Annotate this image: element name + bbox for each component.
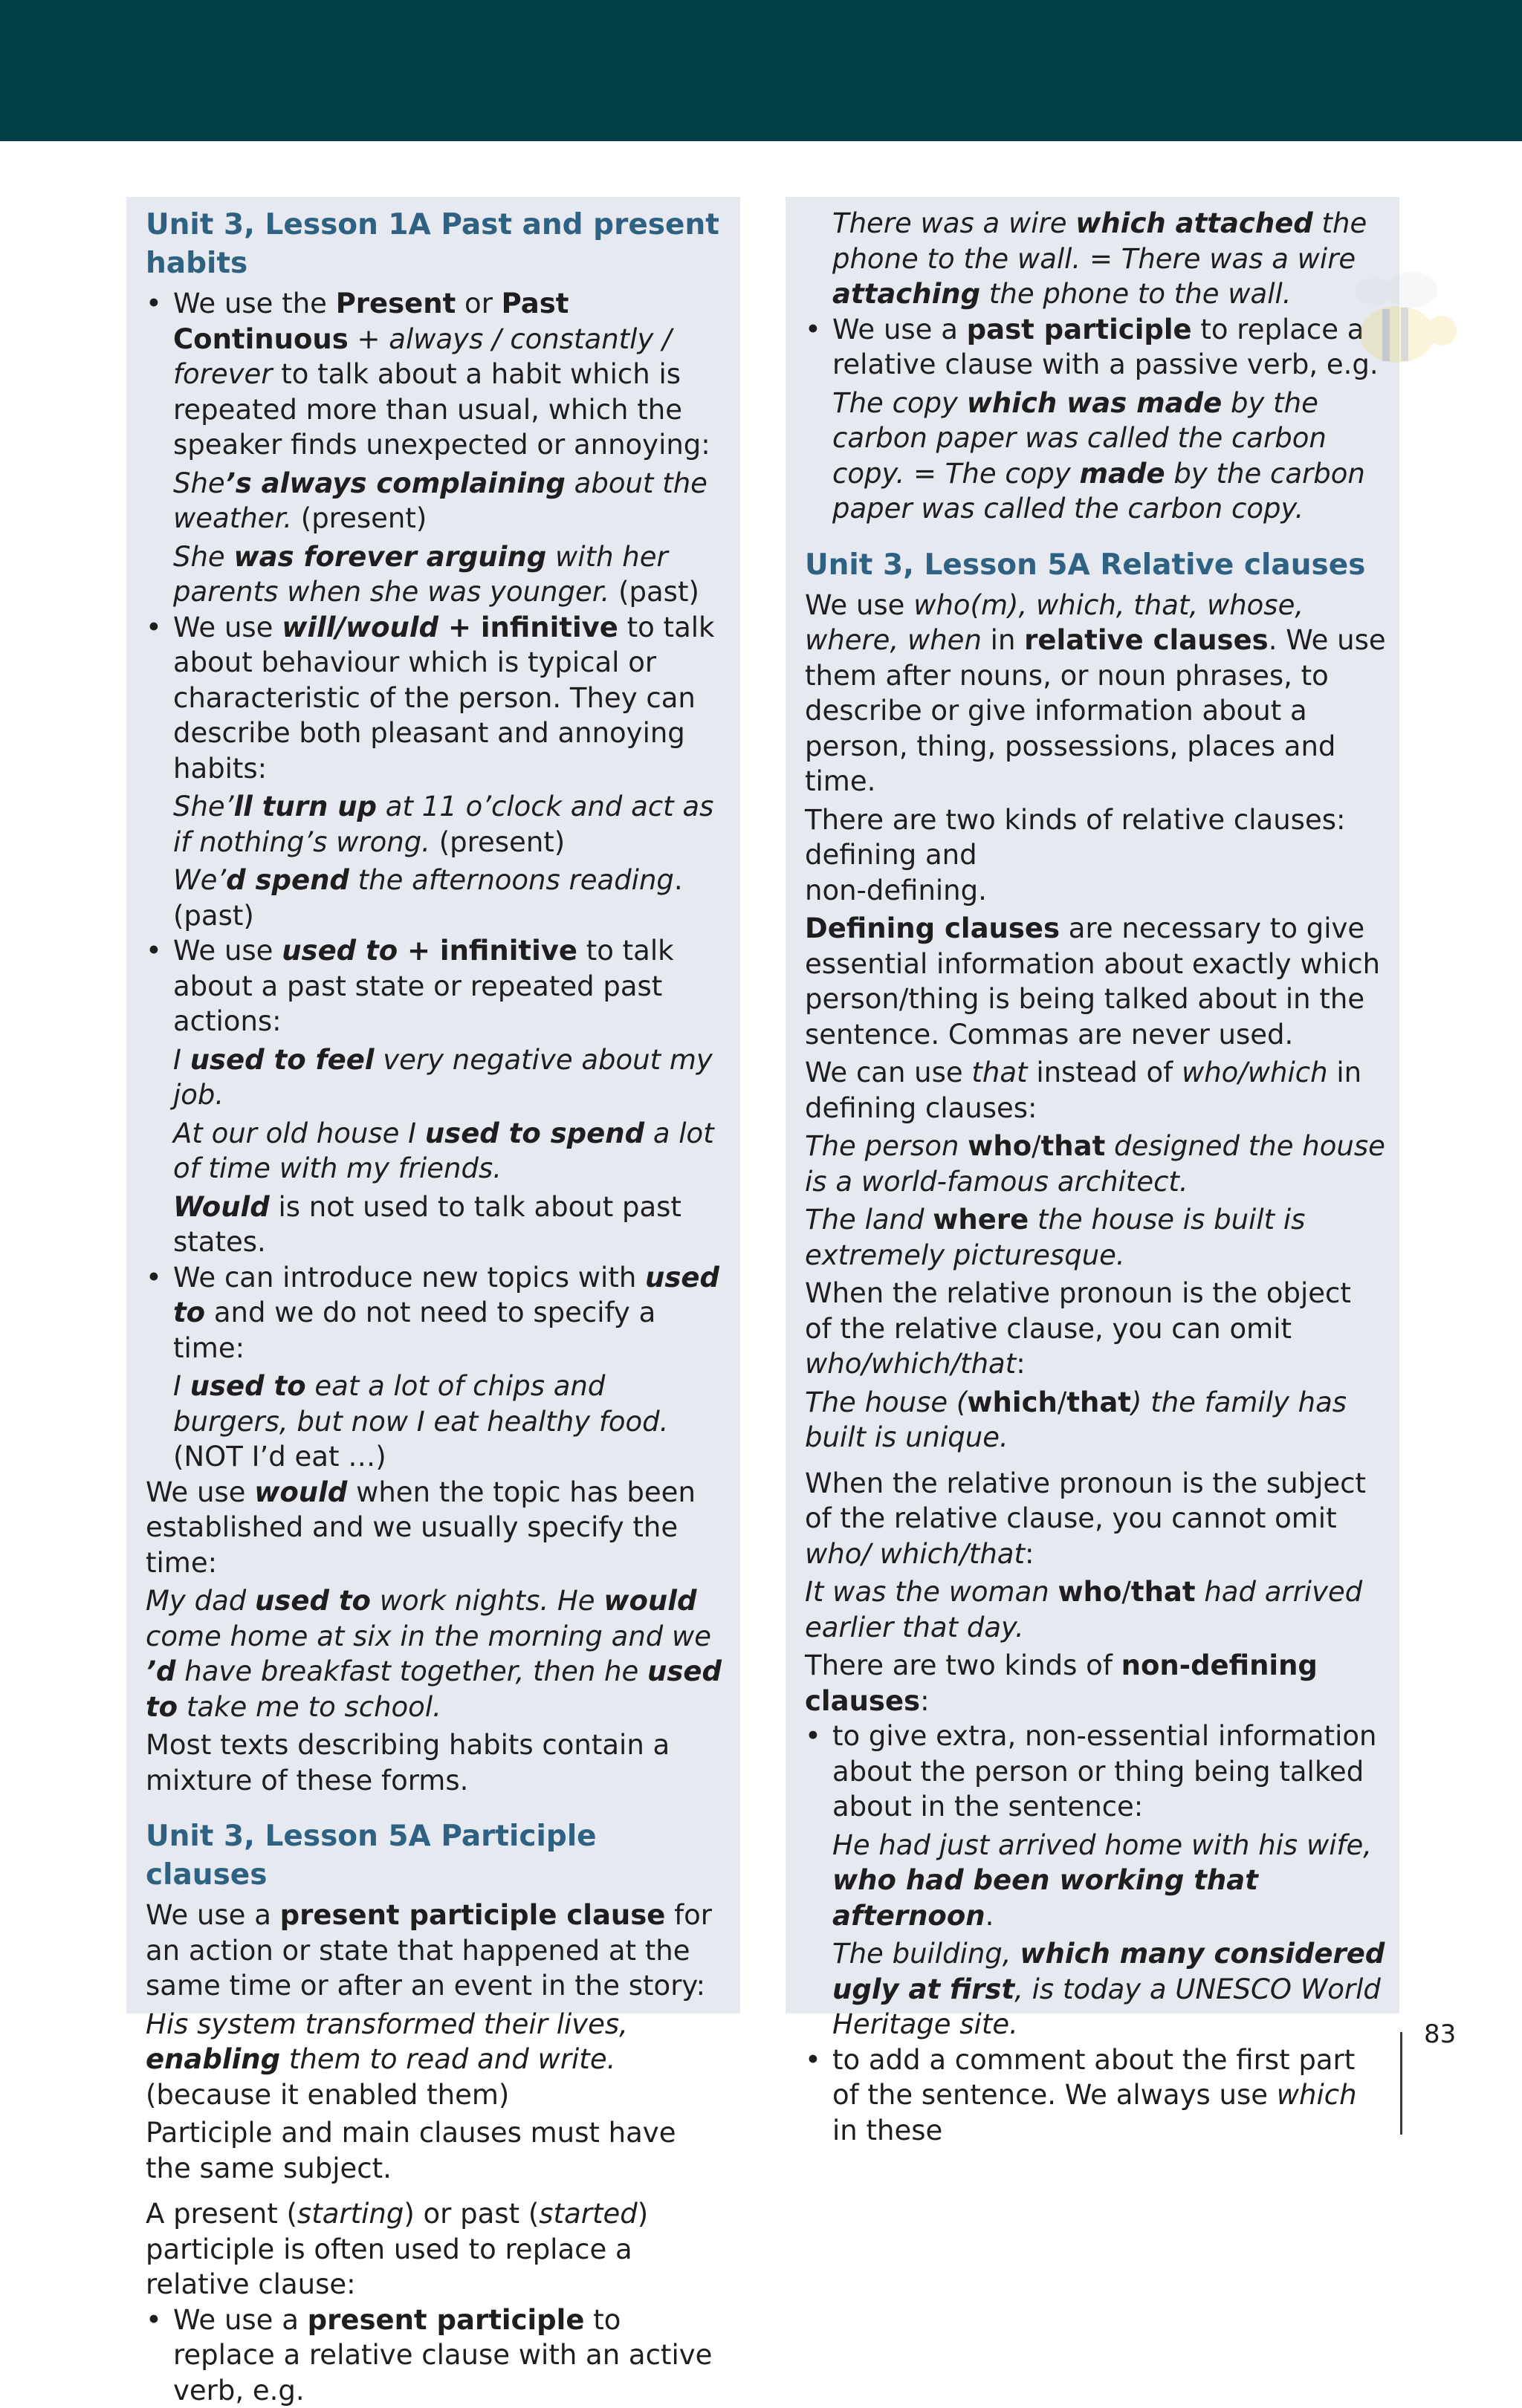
page-number: 83 — [1424, 2019, 1456, 2049]
left-grammar-panel — [126, 197, 740, 2013]
example-sentence: The person who/that designed the house is a world-famous architect. — [805, 1129, 1386, 1199]
paragraph-would-usage: We use would when the topic has been established and we usually specify the time: — [146, 1475, 727, 1581]
bullet-present-past-continuous: • We use the Present or Past Continuous + always / constantly / forever to talk about a habit which is repeated more than usual, which the speaker finds unexpected or annoying: She’s always complaining about the weather. (present) She was forever arguing with her parents when she was younger. (past) — [146, 286, 727, 610]
example-sentence: I used to eat a lot of chips and burgers, but now I eat healthy food. (NOT I’d eat …) — [173, 1369, 727, 1475]
example-sentence: We’d spend the afternoons reading. (past) — [173, 863, 727, 933]
paragraph-object-pronoun: When the relative pronoun is the object of the relative clause, you can omit who/which/that: — [805, 1276, 1386, 1382]
paragraph-present-participle: We use a present participle clause for an action or state that happened at the same time or after an event in the story: — [146, 1898, 727, 2004]
bullet-add-comment: • to add a comment about the first part of the sentence. We always use which in these — [805, 2042, 1386, 2149]
bullet-used-to-infinitive: • We use used to + infinitive to talk about a past state or repeated past actions: I used to feel very negative about my job. At our old house I used to spend a lot of time with my friends. Would is not used to talk about past states. — [146, 933, 727, 1260]
bullet-icon: • — [146, 1260, 162, 1296]
example-sentence: The land where the house is built is extremely picturesque. — [805, 1202, 1386, 1273]
bullet-icon: • — [146, 286, 162, 322]
kinds-line-non-defining: non-defining. — [805, 873, 1386, 909]
example-sentence: I used to feel very negative about my job. — [173, 1042, 727, 1113]
bee-watermark-icon — [1330, 260, 1486, 394]
example-sentence: She’s always complaining about the weather. (present) — [173, 466, 727, 536]
section-heading-participle-clauses: Unit 3, Lesson 5A Participle clauses — [146, 1817, 727, 1895]
section-heading-relative-clauses: Unit 3, Lesson 5A Relative clauses — [805, 546, 1386, 585]
example-sentence: The building, which many considered ugly at first, is today a UNESCO World Heritage site. — [832, 1936, 1386, 2042]
example-sentence: His system transformed their lives, enabling them to read and write. (because it enabled them) — [146, 2007, 727, 2113]
example-sentence: He had just arrived home with his wife, who had been working that afternoon. — [832, 1828, 1386, 1934]
bullet-icon: • — [146, 2302, 162, 2338]
kinds-line-defining: defining and — [805, 837, 1386, 873]
bullet-will-would-infinitive: • We use will/would + infinitive to talk about behaviour which is typical or characteristic of the person. They can describe both pleasant and annoying habits: She’ll turn up at 11 o’clock and act as if nothing’s wrong. (present) We’d spend the afternoons reading. (past) — [146, 610, 727, 934]
right-grammar-panel — [786, 197, 1399, 2013]
paragraph-relative-pronouns: We use who(m), which, that, whose, where, when in relative clauses. We use them after nouns, or noun phrases, to describe or give information about a person, thing, possessions, places and time. — [805, 588, 1386, 799]
bullet-icon: • — [146, 933, 162, 969]
paragraph-same-subject: Participle and main clauses must have the same subject. — [146, 2115, 727, 2186]
example-sentence: At our old house I used to spend a lot of time with my friends. — [173, 1116, 727, 1187]
bullet-icon: • — [805, 312, 821, 348]
section-heading-past-present-habits: Unit 3, Lesson 1A Past and present habits — [146, 206, 727, 283]
paragraph-mixture: Most texts describing habits contain a mixture of these forms. — [146, 1727, 727, 1798]
paragraph-subject-pronoun: When the relative pronoun is the subject of the relative clause, you cannot omit who/ which/that: — [805, 1466, 1386, 1572]
paragraph-two-kinds: There are two kinds of relative clauses: — [805, 802, 1386, 838]
bullet-icon: • — [146, 610, 162, 646]
example-sentence: My dad used to work nights. He would come home at six in the morning and we ’d have breakfast together, then he used to take me to school. — [146, 1583, 727, 1724]
paragraph-that-instead: We can use that instead of who/which in defining clauses: — [805, 1055, 1386, 1126]
paragraph-replace-relative: A present (starting) or past (started) participle is often used to replace a relative clause: — [146, 2196, 727, 2302]
example-sentence: She’ll turn up at 11 o’clock and act as if nothing’s wrong. (present) — [173, 789, 727, 860]
header-band — [0, 0, 1522, 141]
example-sentence: She was forever arguing with her parents when she was younger. (past) — [173, 539, 727, 610]
example-sentence: The copy which was made by the carbon paper was called the carbon copy. = The copy made by the carbon paper was called the carbon copy. — [832, 386, 1386, 527]
bullet-icon: • — [805, 2042, 821, 2078]
usage-note: Would is not used to talk about past states. — [173, 1190, 727, 1260]
bullet-extra-information: • to give extra, non-essential information about the person or thing being talked about in the sentence: He had just arrived home with his wife, who had been working that afternoon. The building, which many considered ugly at first, is today a UNESCO World Heritage site. — [805, 1719, 1386, 2042]
bullet-icon: • — [805, 1719, 821, 1754]
example-continued: There was a wire which attached the phone to the wall. = There was a wire attaching the phone to the wall. — [805, 206, 1386, 312]
paragraph-non-defining: There are two kinds of non-defining clauses: — [805, 1648, 1386, 1719]
page-number-rule — [1400, 2032, 1402, 2135]
example-sentence: It was the woman who/that had arrived earlier that day. — [805, 1574, 1386, 1645]
example-sentence: The house (which/that) the family has built is unique. — [805, 1385, 1386, 1455]
bullet-past-participle: • We use a past participle to replace a relative clause with a passive verb, e.g. The copy which was made by the carbon paper was called the carbon copy. = The copy made by the carbon paper was called the carbon copy. — [805, 312, 1386, 527]
paragraph-defining-clauses: Defining clauses are necessary to give essential information about exactly which person/thing is being talked about in the sentence. Commas are never used. — [805, 911, 1386, 1052]
bullet-introduce-topics: • We can introduce new topics with used to and we do not need to specify a time: I used to eat a lot of chips and burgers, but now I eat healthy food. (NOT I’d eat …) — [146, 1260, 727, 1475]
bullet-present-participle: • We use a present participle to replace a relative clause with an active verb, e.g. — [146, 2302, 727, 2408]
